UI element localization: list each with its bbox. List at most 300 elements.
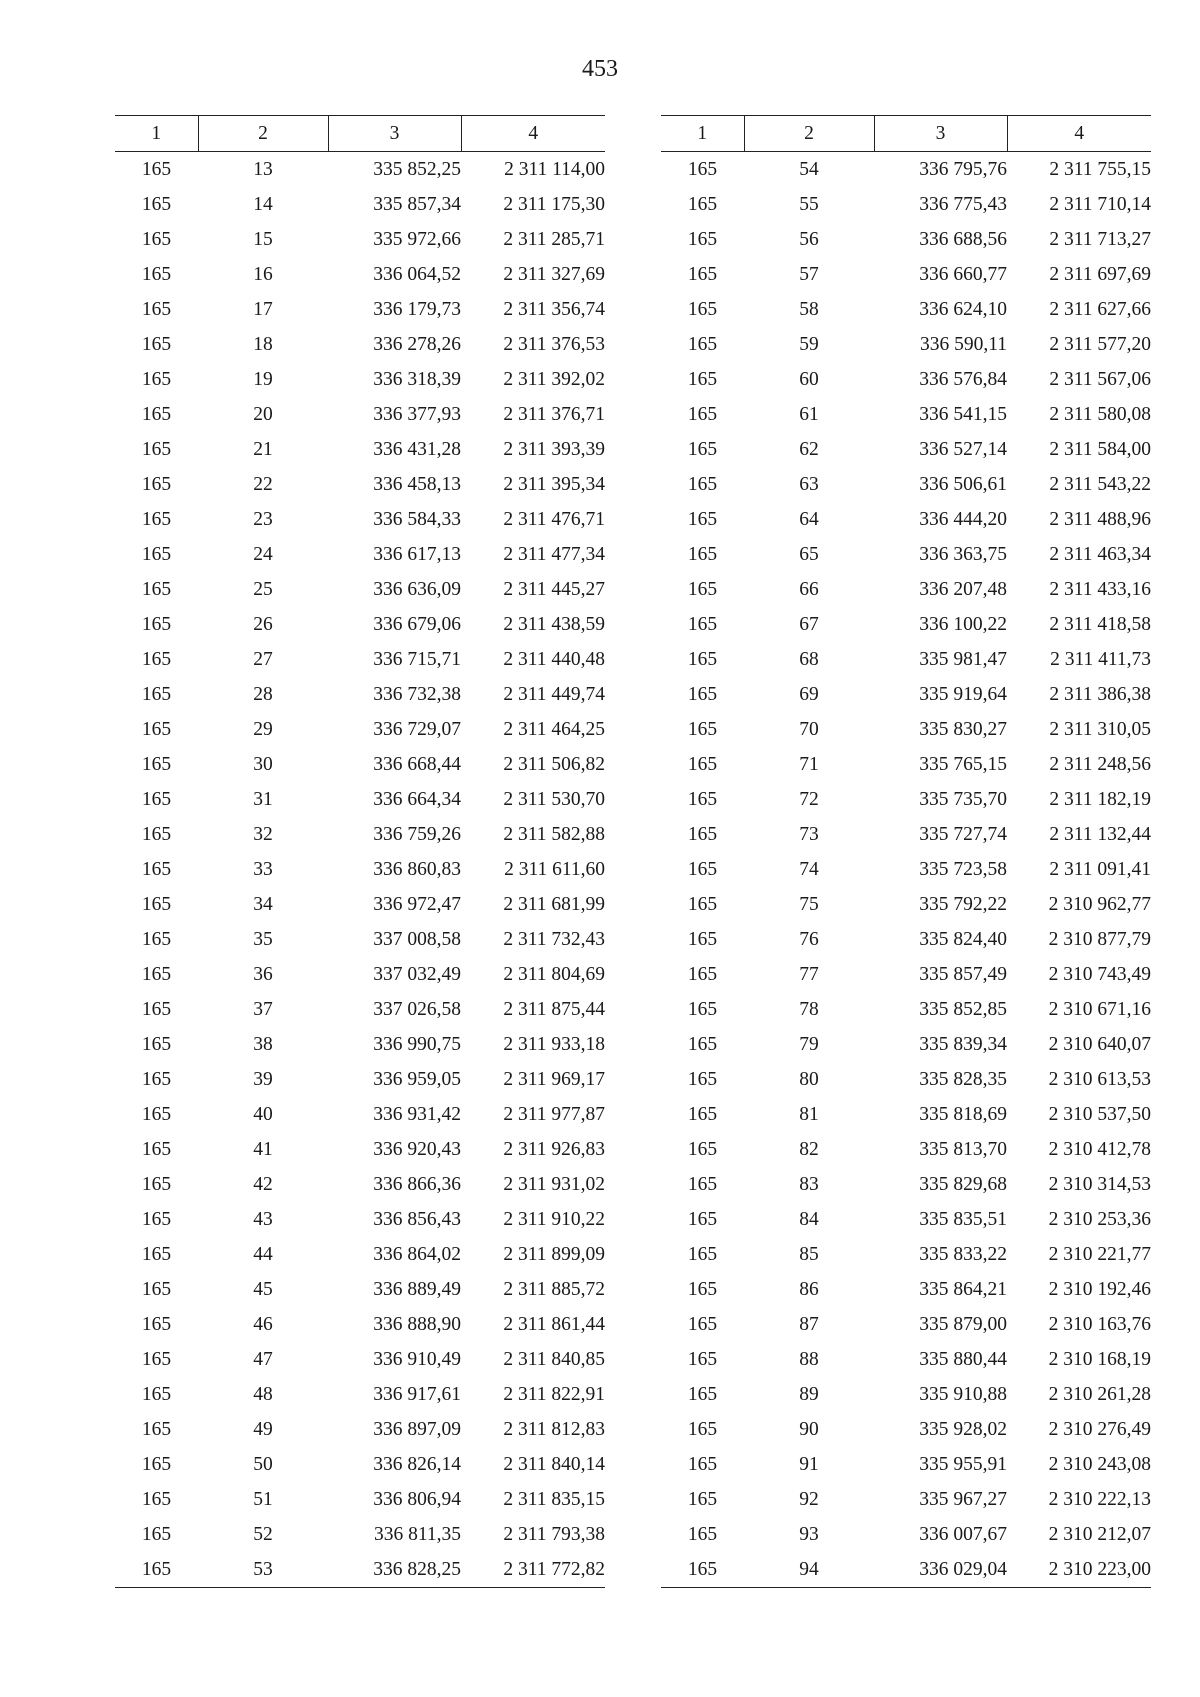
table-cell-col-3: 336 444,20	[919, 508, 1007, 530]
table-cell-col-3: 335 928,02	[919, 1418, 1007, 1440]
table-cell-col-1: 165	[141, 858, 172, 880]
table-row	[115, 1412, 605, 1447]
table-cell-col-4: 2 311 463,34	[1049, 543, 1151, 565]
table-cell-col-4: 2 311 386,38	[1049, 683, 1151, 705]
table-cell-col-3: 336 864,02	[373, 1243, 461, 1265]
table-cell-col-1: 165	[141, 648, 172, 670]
table-cell-col-4: 2 310 412,78	[1048, 1138, 1151, 1160]
column-header-1: 1	[115, 116, 198, 152]
table-cell-col-3: 336 920,43	[373, 1138, 461, 1160]
table-cell-col-1: 165	[141, 718, 172, 740]
table-cell-col-3: 335 879,00	[919, 1313, 1007, 1335]
table-cell-col-1: 165	[687, 333, 718, 355]
table-cell-col-2: 77	[799, 963, 819, 985]
table-cell-col-2: 31	[253, 788, 273, 810]
table-cell-col-2: 64	[799, 508, 819, 530]
table-cell-col-3: 335 981,47	[919, 648, 1007, 670]
table-cell-col-4: 2 311 931,02	[503, 1173, 605, 1195]
table-cell-col-1: 165	[661, 1552, 744, 1588]
table-cell-col-1: 165	[687, 543, 718, 565]
table-cell-col-4: 2 311 977,87	[503, 1103, 605, 1125]
table-row	[115, 1517, 605, 1552]
table-row	[115, 1027, 605, 1062]
table-cell-col-4: 2 310 671,16	[1048, 998, 1151, 1020]
table-cell-col-1: 165	[141, 1418, 172, 1440]
table-cell-col-4: 2 311 933,18	[503, 1033, 605, 1055]
table-cell-col-3: 335 828,35	[919, 1068, 1007, 1090]
table-cell-col-1: 165	[141, 508, 172, 530]
table-cell-col-1: 165	[687, 1138, 718, 1160]
table-row	[661, 362, 1151, 397]
table-cell-col-3: 335 723,58	[919, 858, 1007, 880]
table-cell-col-4: 2 310 163,76	[1048, 1313, 1151, 1335]
table-cell-col-3: 336 866,36	[373, 1173, 461, 1195]
table-cell-col-1: 165	[687, 1173, 718, 1195]
table-cell-col-4: 2 311 681,99	[503, 893, 605, 915]
table-cell-col-3: 337 026,58	[373, 998, 461, 1020]
table-cell-col-2: 47	[253, 1348, 273, 1370]
table-cell-col-4: 2 310 314,53	[1048, 1173, 1151, 1195]
table-row	[661, 537, 1151, 572]
table-cell-col-3: 336 888,90	[373, 1313, 461, 1335]
table-cell-col-4: 2 310 743,49	[1048, 963, 1151, 985]
table-cell-col-1: 165	[141, 1488, 172, 1510]
table-cell-col-3: 335 835,51	[919, 1208, 1007, 1230]
table-row	[115, 922, 605, 957]
table-cell-col-2: 37	[253, 998, 273, 1020]
table-cell-col-2: 58	[799, 298, 819, 320]
table-cell-col-1: 165	[687, 298, 718, 320]
table-cell-col-2: 22	[253, 473, 273, 495]
table-row	[661, 1202, 1151, 1237]
table-row	[661, 1062, 1151, 1097]
coordinates-table-right	[661, 115, 1151, 1588]
table-cell-col-1: 165	[687, 648, 718, 670]
table-cell-col-1: 165	[687, 893, 718, 915]
table-row	[661, 1027, 1151, 1062]
table-cell-col-3: 336 207,48	[919, 578, 1007, 600]
table-cell-col-3: 336 506,61	[919, 473, 1007, 495]
table-cell-col-4: 2 311 577,20	[1049, 333, 1151, 355]
table-cell-col-3: 336 826,14	[373, 1453, 461, 1475]
table-cell-col-4: 2 310 192,46	[1048, 1278, 1151, 1300]
table-cell-col-3: 336 775,43	[919, 193, 1007, 215]
table-cell-col-1: 165	[141, 998, 172, 1020]
table-cell-col-4: 2 310 223,00	[1007, 1552, 1151, 1588]
table-row	[115, 817, 605, 852]
table-cell-col-4: 2 310 243,08	[1048, 1453, 1151, 1475]
table-cell-col-1: 165	[687, 613, 718, 635]
page-number: 453	[582, 56, 618, 82]
table-row	[661, 852, 1151, 887]
table-cell-col-1: 165	[141, 1138, 172, 1160]
table-cell-col-2: 40	[253, 1103, 273, 1125]
table-row	[661, 1132, 1151, 1167]
table-cell-col-2: 56	[799, 228, 819, 250]
table-cell-col-1: 165	[687, 368, 718, 390]
table-row	[115, 432, 605, 467]
table-cell-col-3: 337 032,49	[373, 963, 461, 985]
table-cell-col-3: 336 806,94	[373, 1488, 461, 1510]
table-cell-col-4: 2 310 962,77	[1048, 893, 1151, 915]
table-cell-col-3: 335 857,34	[373, 193, 461, 215]
table-cell-col-2: 65	[799, 543, 819, 565]
table-cell-col-4: 2 311 822,91	[503, 1383, 605, 1405]
table-cell-col-1: 165	[687, 473, 718, 495]
table-cell-col-4: 2 311 449,74	[503, 683, 605, 705]
table-cell-col-1: 165	[687, 1033, 718, 1055]
table-cell-col-4: 2 311 091,41	[1049, 858, 1151, 880]
table-cell-col-4: 2 311 438,59	[503, 613, 605, 635]
table-cell-col-2: 29	[253, 718, 273, 740]
table-row	[115, 467, 605, 502]
table-cell-col-3: 336 458,13	[373, 473, 461, 495]
table-cell-col-1: 165	[141, 193, 172, 215]
table-cell-col-3: 336 729,07	[373, 718, 461, 740]
table-cell-col-1: 165	[141, 1453, 172, 1475]
table-cell-col-4: 2 311 248,56	[1049, 753, 1151, 775]
table-cell-col-2: 85	[799, 1243, 819, 1265]
table-cell-col-4: 2 311 376,53	[503, 333, 605, 355]
table-cell-col-2: 78	[799, 998, 819, 1020]
table-cell-col-3: 336 527,14	[919, 438, 1007, 460]
table-cell-col-3: 335 813,70	[919, 1138, 1007, 1160]
table-row	[661, 397, 1151, 432]
table-cell-col-3: 335 839,34	[919, 1033, 1007, 1055]
table-row	[115, 537, 605, 572]
table-cell-col-4: 2 311 584,00	[1049, 438, 1151, 460]
table-cell-col-2: 50	[253, 1453, 273, 1475]
table-cell-col-4: 2 310 276,49	[1048, 1418, 1151, 1440]
table-cell-col-3: 335 818,69	[919, 1103, 1007, 1125]
header-row	[115, 116, 605, 152]
table-cell-col-2: 63	[799, 473, 819, 495]
table-row	[661, 992, 1151, 1027]
table-cell-col-2: 24	[253, 543, 273, 565]
table-row	[115, 292, 605, 327]
table-cell-col-4: 2 311 580,08	[1049, 403, 1151, 425]
table-cell-col-3: 336 828,25	[328, 1552, 461, 1588]
table-row	[115, 397, 605, 432]
table-cell-col-1: 165	[687, 753, 718, 775]
table-cell-col-2: 74	[799, 858, 819, 880]
table-cell-col-2: 73	[799, 823, 819, 845]
table-cell-col-1: 165	[687, 438, 718, 460]
table-row	[115, 362, 605, 397]
table-cell-col-3: 336 668,44	[373, 753, 461, 775]
table-cell-col-4: 2 311 310,05	[1049, 718, 1151, 740]
table-cell-col-1: 165	[687, 998, 718, 1020]
table-cell-col-1: 165	[141, 823, 172, 845]
table-cell-col-1: 165	[141, 683, 172, 705]
table-row	[115, 187, 605, 222]
table-cell-col-2: 17	[253, 298, 273, 320]
table-row	[115, 1097, 605, 1132]
table-cell-col-4: 2 311 627,66	[1049, 298, 1151, 320]
table-cell-col-1: 165	[141, 788, 172, 810]
table-cell-col-3: 336 917,61	[373, 1383, 461, 1405]
table-cell-col-3: 336 064,52	[373, 263, 461, 285]
table-row	[661, 642, 1151, 677]
column-header-2: 2	[198, 116, 328, 152]
table-cell-col-4: 2 311 464,25	[503, 718, 605, 740]
table-cell-col-2: 94	[744, 1552, 874, 1588]
table-cell-col-2: 43	[253, 1208, 273, 1230]
table-cell-col-2: 54	[799, 158, 819, 180]
table-cell-col-1: 165	[687, 1488, 718, 1510]
table-cell-col-3: 335 824,40	[919, 928, 1007, 950]
table-row	[661, 1237, 1151, 1272]
table-cell-col-3: 335 833,22	[919, 1243, 1007, 1265]
table-cell-col-1: 165	[687, 1313, 718, 1335]
table-row	[661, 1307, 1151, 1342]
table-row	[115, 152, 605, 188]
table-cell-col-1: 165	[141, 1173, 172, 1195]
table-cell-col-2: 36	[253, 963, 273, 985]
table-cell-col-4: 2 310 537,50	[1048, 1103, 1151, 1125]
table-row	[115, 1202, 605, 1237]
table-row	[661, 1552, 1151, 1588]
table-cell-col-1: 165	[141, 1208, 172, 1230]
table-cell-col-2: 76	[799, 928, 819, 950]
table-cell-col-2: 61	[799, 403, 819, 425]
table-cell-col-4: 2 311 114,00	[504, 158, 605, 180]
table-cell-col-2: 28	[253, 683, 273, 705]
table-cell-col-1: 165	[687, 823, 718, 845]
table-cell-col-3: 336 897,09	[373, 1418, 461, 1440]
table-body	[661, 152, 1151, 1588]
column-header-4: 4	[461, 116, 605, 152]
table-row	[115, 257, 605, 292]
table-cell-col-3: 336 664,34	[373, 788, 461, 810]
table-cell-col-4: 2 311 840,14	[503, 1453, 605, 1475]
table-cell-col-4: 2 311 393,39	[503, 438, 605, 460]
table-cell-col-2: 66	[799, 578, 819, 600]
table-row	[115, 957, 605, 992]
table-row	[115, 712, 605, 747]
column-header-1: 1	[661, 116, 744, 152]
table-cell-col-4: 2 311 132,44	[1049, 823, 1151, 845]
table-cell-col-4: 2 311 732,43	[503, 928, 605, 950]
table-row	[661, 1412, 1151, 1447]
table-cell-col-4: 2 311 772,82	[461, 1552, 605, 1588]
table-row	[661, 747, 1151, 782]
table-cell-col-1: 165	[687, 1523, 718, 1545]
table-cell-col-2: 18	[253, 333, 273, 355]
table-cell-col-3: 336 431,28	[373, 438, 461, 460]
table-cell-col-1: 165	[687, 788, 718, 810]
table-cell-col-4: 2 311 861,44	[503, 1313, 605, 1335]
table-cell-col-4: 2 311 582,88	[503, 823, 605, 845]
table-cell-col-2: 83	[799, 1173, 819, 1195]
table-cell-col-1: 165	[141, 753, 172, 775]
table-cell-col-1: 165	[141, 1348, 172, 1370]
table-cell-col-2: 30	[253, 753, 273, 775]
table-cell-col-3: 336 811,35	[373, 1523, 461, 1545]
table-cell-col-4: 2 311 445,27	[503, 578, 605, 600]
table-cell-col-2: 25	[253, 578, 273, 600]
table-cell-col-1: 165	[141, 1313, 172, 1335]
table-cell-col-1: 165	[687, 1383, 718, 1405]
table-row	[661, 677, 1151, 712]
table-cell-col-4: 2 311 182,19	[1049, 788, 1151, 810]
table-cell-col-1: 165	[141, 613, 172, 635]
column-header-2: 2	[744, 116, 874, 152]
table-row	[115, 677, 605, 712]
table-cell-col-4: 2 310 168,19	[1048, 1348, 1151, 1370]
table-cell-col-1: 165	[141, 543, 172, 565]
table-cell-col-3: 336 278,26	[373, 333, 461, 355]
table-cell-col-3: 336 759,26	[373, 823, 461, 845]
table-cell-col-3: 335 829,68	[919, 1173, 1007, 1195]
table-cell-col-3: 336 972,47	[373, 893, 461, 915]
table-cell-col-4: 2 310 221,77	[1048, 1243, 1151, 1265]
table-cell-col-3: 336 732,38	[373, 683, 461, 705]
table-cell-col-2: 72	[799, 788, 819, 810]
table-cell-col-1: 165	[687, 1418, 718, 1440]
table-cell-col-1: 165	[141, 1033, 172, 1055]
table-cell-col-3: 336 660,77	[919, 263, 1007, 285]
table-cell-col-4: 2 311 885,72	[503, 1278, 605, 1300]
table-cell-col-2: 13	[253, 158, 273, 180]
table-row	[661, 222, 1151, 257]
table-cell-col-3: 336 959,05	[373, 1068, 461, 1090]
table-cell-col-2: 21	[253, 438, 273, 460]
table-cell-col-4: 2 311 875,44	[503, 998, 605, 1020]
table-cell-col-4: 2 311 840,85	[503, 1348, 605, 1370]
table-cell-col-1: 165	[141, 403, 172, 425]
table-row	[661, 817, 1151, 852]
table-cell-col-4: 2 311 793,38	[503, 1523, 605, 1545]
table-cell-col-3: 335 830,27	[919, 718, 1007, 740]
column-header-3: 3	[874, 116, 1007, 152]
table-cell-col-4: 2 311 530,70	[503, 788, 605, 810]
table-cell-col-1: 165	[687, 228, 718, 250]
table-cell-col-2: 16	[253, 263, 273, 285]
table-cell-col-4: 2 311 356,74	[503, 298, 605, 320]
table-cell-col-2: 59	[799, 333, 819, 355]
table-row	[661, 187, 1151, 222]
table-cell-col-1: 165	[141, 928, 172, 950]
table-cell-col-2: 55	[799, 193, 819, 215]
table-cell-col-1: 165	[141, 158, 172, 180]
table-row	[115, 1132, 605, 1167]
table-cell-col-4: 2 311 804,69	[503, 963, 605, 985]
table-cell-col-4: 2 310 613,53	[1048, 1068, 1151, 1090]
table-row	[115, 222, 605, 257]
table-cell-col-1: 165	[141, 963, 172, 985]
table-cell-col-2: 20	[253, 403, 273, 425]
table-cell-col-2: 23	[253, 508, 273, 530]
header-row	[661, 116, 1151, 152]
table-cell-col-4: 2 311 835,15	[503, 1488, 605, 1510]
table-cell-col-1: 165	[687, 1243, 718, 1265]
table-cell-col-2: 62	[799, 438, 819, 460]
table-cell-col-1: 165	[141, 1523, 172, 1545]
table-cell-col-1: 165	[141, 298, 172, 320]
table-cell-col-2: 14	[253, 193, 273, 215]
table-row	[115, 1447, 605, 1482]
table-cell-col-3: 336 363,75	[919, 543, 1007, 565]
column-header-3: 3	[328, 116, 461, 152]
table-row	[661, 957, 1151, 992]
table-row	[661, 327, 1151, 362]
table-cell-col-4: 2 311 175,30	[503, 193, 605, 215]
table-cell-col-3: 335 910,88	[919, 1383, 1007, 1405]
table-cell-col-1: 165	[115, 1552, 198, 1588]
table-cell-col-3: 336 541,15	[919, 403, 1007, 425]
table-cell-col-4: 2 311 327,69	[503, 263, 605, 285]
table-cell-col-2: 81	[799, 1103, 819, 1125]
table-cell-col-3: 335 852,85	[919, 998, 1007, 1020]
table-cell-col-3: 336 029,04	[874, 1552, 1007, 1588]
table-cell-col-2: 53	[198, 1552, 328, 1588]
table-cell-col-4: 2 311 418,58	[1049, 613, 1151, 635]
table-cell-col-4: 2 311 543,22	[1049, 473, 1151, 495]
table-row	[661, 257, 1151, 292]
table-row	[115, 572, 605, 607]
table-row	[115, 887, 605, 922]
table-cell-col-1: 165	[141, 228, 172, 250]
table-cell-col-2: 35	[253, 928, 273, 950]
table-cell-col-2: 33	[253, 858, 273, 880]
table-cell-col-1: 165	[141, 1278, 172, 1300]
table-cell-col-4: 2 311 395,34	[503, 473, 605, 495]
table-cell-col-2: 92	[799, 1488, 819, 1510]
table-cell-col-3: 336 636,09	[373, 578, 461, 600]
table-cell-col-3: 336 688,56	[919, 228, 1007, 250]
table-cell-col-2: 52	[253, 1523, 273, 1545]
table-cell-col-3: 336 584,33	[373, 508, 461, 530]
table-header	[115, 116, 605, 152]
table-cell-col-4: 2 311 611,60	[504, 858, 605, 880]
table-cell-col-4: 2 311 910,22	[503, 1208, 605, 1230]
table-row	[661, 467, 1151, 502]
table-cell-col-2: 93	[799, 1523, 819, 1545]
table-cell-col-4: 2 311 376,71	[503, 403, 605, 425]
table-cell-col-4: 2 311 969,17	[503, 1068, 605, 1090]
table-cell-col-2: 34	[253, 893, 273, 915]
table-row	[115, 327, 605, 362]
table-row	[661, 1517, 1151, 1552]
table-cell-col-2: 15	[253, 228, 273, 250]
table-row	[115, 642, 605, 677]
table-cell-col-1: 165	[141, 1243, 172, 1265]
table-row	[661, 1342, 1151, 1377]
table-cell-col-2: 89	[799, 1383, 819, 1405]
table-cell-col-2: 68	[799, 648, 819, 670]
table-cell-col-1: 165	[141, 438, 172, 460]
table-cell-col-3: 336 910,49	[373, 1348, 461, 1370]
table-cell-col-2: 45	[253, 1278, 273, 1300]
table-cell-col-2: 84	[799, 1208, 819, 1230]
table-cell-col-1: 165	[687, 718, 718, 740]
table-row	[661, 607, 1151, 642]
table-cell-col-3: 336 889,49	[373, 1278, 461, 1300]
table-cell-col-3: 336 007,67	[919, 1523, 1007, 1545]
table-cell-col-4: 2 311 411,73	[1050, 648, 1151, 670]
table-cell-col-2: 19	[253, 368, 273, 390]
table-row	[115, 1377, 605, 1412]
table-cell-col-1: 165	[687, 508, 718, 530]
table-row	[115, 992, 605, 1027]
table-cell-col-2: 39	[253, 1068, 273, 1090]
table-cell-col-2: 48	[253, 1383, 273, 1405]
table-cell-col-3: 335 857,49	[919, 963, 1007, 985]
table-row	[661, 922, 1151, 957]
table-row	[661, 887, 1151, 922]
table-cell-col-1: 165	[687, 1278, 718, 1300]
